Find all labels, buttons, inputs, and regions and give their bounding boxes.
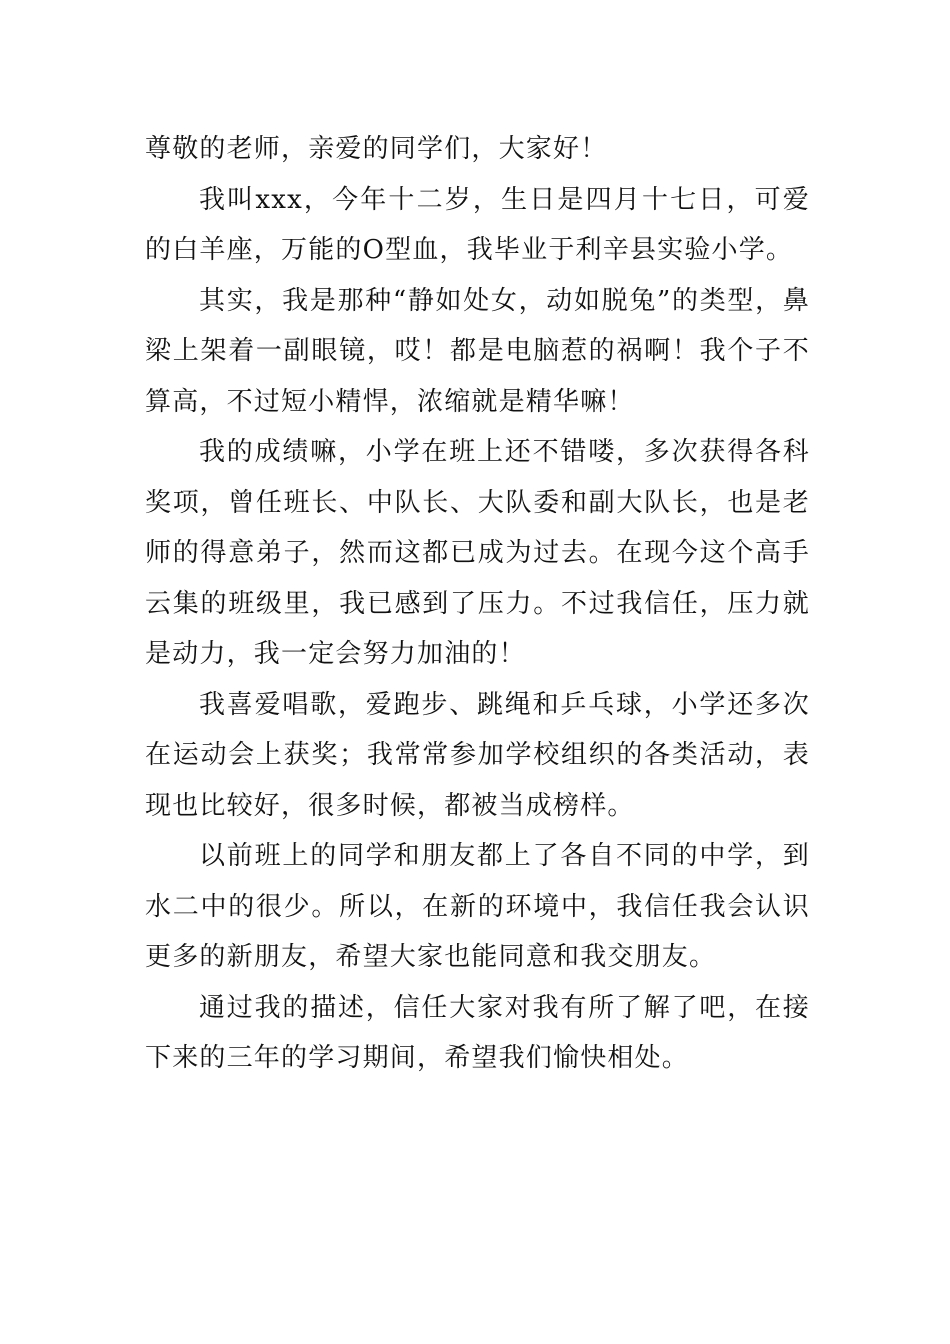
paragraph-hobbies: 我喜爱唱歌，爱跑步、跳绳和乒乓球，小学还多次在运动会上获奖；我常常参加学校组织的各类活动，表现也比较好，很多时候，都被当成榜样。 [145,689,810,821]
paragraph-grades: 我的成绩嘛，小学在班上还不错喽，多次获得各科奖项，曾任班长、中队长、大队委和副大队长，也是老师的得意弟子，然而这都已成为过去。在现今这个高手云集的班级里，我已感到了压力。不过我信任，压力就是动力，我一定会努力加油的！ [145,437,810,669]
document-body [145,124,810,1084]
paragraph-personality: 其实，我是那种“静如处女，动如脱兔”的类型，鼻梁上架着一副眼镜，哎！都是电脑惹的祸啊！我个子不算高，不过短小精悍，浓缩就是精华嘛！ [145,285,810,417]
greeting-line: 尊敬的老师，亲爱的同学们，大家好！ [145,134,608,164]
paragraph-closing: 通过我的描述，信任大家对我有所了解了吧，在接下来的三年的学习期间，希望我们愉快相处。 [145,992,810,1073]
paragraph-friends: 以前班上的同学和朋友都上了各自不同的中学，到水二中的很少。所以，在新的环境中，我信任我会认识更多的新朋友，希望大家也能同意和我交朋友。 [145,841,810,972]
paragraph-intro: 我叫xxx，今年十二岁，生日是四月十七日，可爱的白羊座，万能的O型血，我毕业于利辛县实验小学。 [145,184,810,265]
